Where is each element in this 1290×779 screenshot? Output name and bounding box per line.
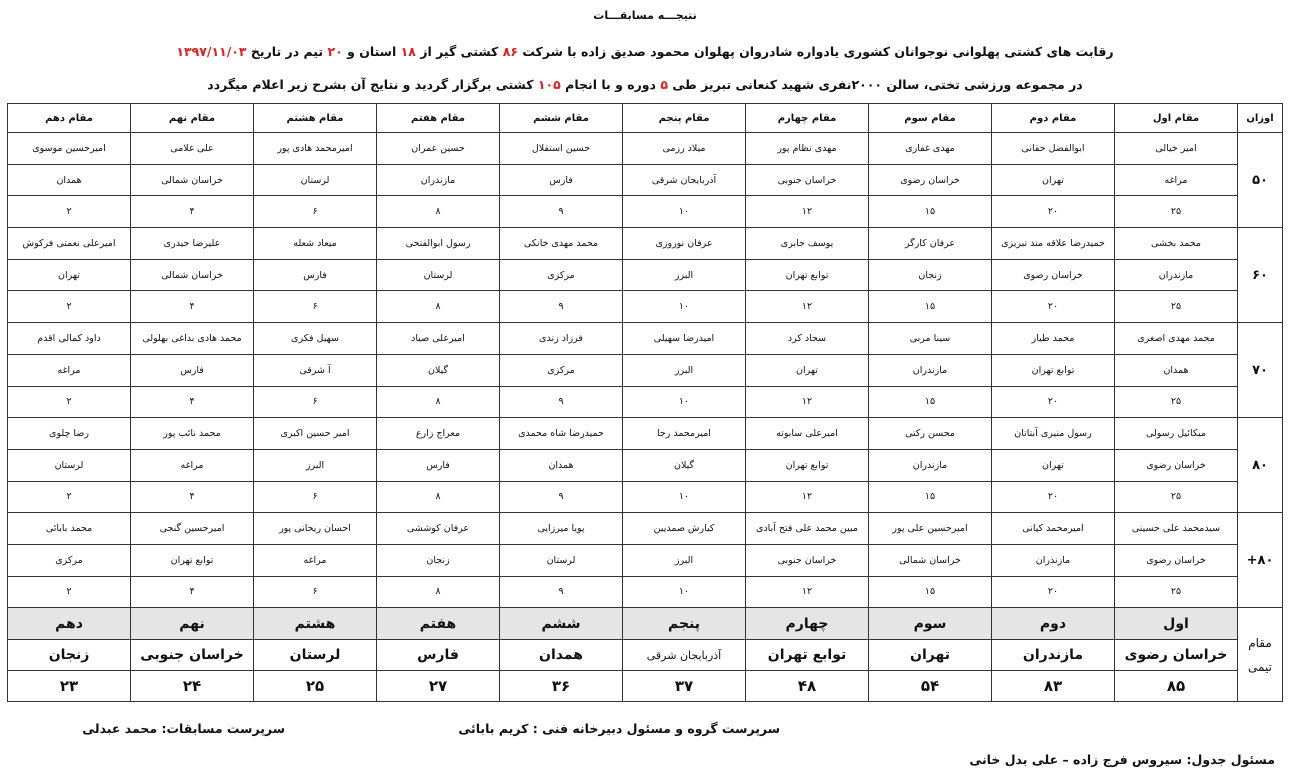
session-count: ۵ bbox=[660, 77, 668, 92]
wrestler-name: معراج زارع bbox=[377, 418, 500, 450]
province-name: مرکزی bbox=[500, 354, 623, 386]
intro-text: تیم در تاریخ bbox=[250, 44, 324, 59]
table-row bbox=[8, 259, 1283, 291]
rank-header: مقام چهارم bbox=[746, 104, 869, 133]
points-value: ۱۵ bbox=[869, 196, 992, 228]
wrestler-name: پویا میرزایی bbox=[500, 513, 623, 545]
team-count: ۲۰ bbox=[327, 44, 343, 59]
wrestler-name: سهیل فکری bbox=[254, 323, 377, 355]
province-name: مازندران bbox=[377, 164, 500, 196]
table-row bbox=[8, 576, 1283, 608]
rank-header: مقام سوم bbox=[869, 104, 992, 133]
points-value: ۲۰ bbox=[992, 291, 1115, 323]
points-value: ۲۵ bbox=[1115, 291, 1238, 323]
province-name: خراسان جنوبی bbox=[746, 544, 869, 576]
province-name: تهران bbox=[8, 259, 131, 291]
province-name: فارس bbox=[500, 164, 623, 196]
province-name: مازندران bbox=[992, 544, 1115, 576]
wrestler-name: فرزاد زندی bbox=[500, 323, 623, 355]
rank-header: مقام پنجم bbox=[623, 104, 746, 133]
intro-text: رقابت های کشتی پهلوانی نوجوانان کشوری یادواره شادروان پهلوان محمود صدیق زاده با شرکت bbox=[522, 44, 1114, 59]
province-name: مراغه bbox=[8, 354, 131, 386]
wrestler-name: امیرعلی سابوته bbox=[746, 418, 869, 450]
wrestler-name: امیرعلی صیاد bbox=[377, 323, 500, 355]
points-value: ۴ bbox=[131, 386, 254, 418]
province-name: فارس bbox=[254, 259, 377, 291]
points-value: ۹ bbox=[500, 291, 623, 323]
points-value: ۱۰ bbox=[623, 386, 746, 418]
team-points: ۸۳ bbox=[992, 671, 1115, 702]
wrestler-name: سینا مربی bbox=[869, 323, 992, 355]
points-value: ۲۵ bbox=[1115, 576, 1238, 608]
header-row bbox=[8, 104, 1283, 133]
province-name: تهران bbox=[746, 354, 869, 386]
wrestler-name: علیرضا حیدری bbox=[131, 228, 254, 260]
province-name: توابع تهران bbox=[746, 259, 869, 291]
points-value: ۴ bbox=[131, 481, 254, 513]
points-value: ۱۲ bbox=[746, 291, 869, 323]
team-row bbox=[8, 671, 1283, 702]
points-value: ۲۵ bbox=[1115, 386, 1238, 418]
team-province: خراسان جنوبی bbox=[131, 640, 254, 671]
team-points: ۴۸ bbox=[746, 671, 869, 702]
wrestler-name: احسان ریحانی پور bbox=[254, 513, 377, 545]
wrestler-name: ابوالفضل حقانی bbox=[992, 133, 1115, 165]
rank-header: مقام ششم bbox=[500, 104, 623, 133]
province-name: تهران bbox=[992, 164, 1115, 196]
points-value: ۱۲ bbox=[746, 481, 869, 513]
points-value: ۶ bbox=[254, 291, 377, 323]
province-name: لرستان bbox=[254, 164, 377, 196]
province-count: ۱۸ bbox=[400, 44, 416, 59]
wrestler-name: مهدی نظام پور bbox=[746, 133, 869, 165]
wrestler-name: یوسف جابری bbox=[746, 228, 869, 260]
wrestler-name: امیر حسین اکبری bbox=[254, 418, 377, 450]
table-row bbox=[8, 164, 1283, 196]
wrestler-name: مهدی غفاری bbox=[869, 133, 992, 165]
points-value: ۸ bbox=[377, 481, 500, 513]
team-province: آذربایجان شرقی bbox=[623, 640, 746, 671]
points-value: ۱۵ bbox=[869, 386, 992, 418]
table-row bbox=[8, 386, 1283, 418]
intro-text: دوره و با انجام bbox=[565, 77, 656, 92]
bracket-credit: مسئول جدول: سیروس فرج زاده – علی بدل خانی bbox=[969, 752, 1275, 767]
table-row bbox=[8, 291, 1283, 323]
rank-header: مقام هشتم bbox=[254, 104, 377, 133]
team-province: خراسان رضوی bbox=[1115, 640, 1238, 671]
wrestler-name: حسین استقلال bbox=[500, 133, 623, 165]
team-rank: دهم bbox=[8, 608, 131, 640]
team-row bbox=[8, 608, 1283, 640]
province-name: توابع تهران bbox=[131, 544, 254, 576]
rank-header: مقام هفتم bbox=[377, 104, 500, 133]
points-value: ۲ bbox=[8, 481, 131, 513]
province-name: خراسان رضوی bbox=[1115, 449, 1238, 481]
province-name: خراسان جنوبی bbox=[746, 164, 869, 196]
team-points: ۲۵ bbox=[254, 671, 377, 702]
wrestler-name: عرفان کارگر bbox=[869, 228, 992, 260]
competition-head-credit: سرپرست مسابقات: محمد عبدلی bbox=[82, 721, 285, 736]
wrestler-name: امیرحسین گنجی bbox=[131, 513, 254, 545]
wrestler-name: میکائیل رسولی bbox=[1115, 418, 1238, 450]
points-value: ۲۰ bbox=[992, 386, 1115, 418]
wrestler-name: سیدمحمد علی حسینی bbox=[1115, 513, 1238, 545]
rank-header: مقام اول bbox=[1115, 104, 1238, 133]
province-name: مراغه bbox=[254, 544, 377, 576]
province-name: البرز bbox=[623, 544, 746, 576]
rank-header: مقام دوم bbox=[992, 104, 1115, 133]
team-points: ۲۳ bbox=[8, 671, 131, 702]
wrestler-name: عرفان کوششی bbox=[377, 513, 500, 545]
event-date: ۱۳۹۷/۱۱/۰۳ bbox=[176, 44, 247, 59]
team-province: زنجان bbox=[8, 640, 131, 671]
wrestler-name: امیرعلی نعمتی فرکوش bbox=[8, 228, 131, 260]
table-row bbox=[8, 513, 1283, 545]
wrestler-name: میعاد شعله bbox=[254, 228, 377, 260]
province-name: زنجان bbox=[377, 544, 500, 576]
team-points: ۳۶ bbox=[500, 671, 623, 702]
bout-count: ۱۰۵ bbox=[537, 77, 561, 92]
wrestler-name: امیدرضا سهیلی bbox=[623, 323, 746, 355]
team-province: مازندران bbox=[992, 640, 1115, 671]
points-value: ۲ bbox=[8, 576, 131, 608]
province-name: خراسان شمالی bbox=[131, 164, 254, 196]
wrestler-name: محمد طیار bbox=[992, 323, 1115, 355]
province-name: مازندران bbox=[1115, 259, 1238, 291]
province-name: آذربایجان شرقی bbox=[623, 164, 746, 196]
rank-header: مقام دهم bbox=[8, 104, 131, 133]
province-name: توابع تهران bbox=[746, 449, 869, 481]
points-value: ۱۰ bbox=[623, 481, 746, 513]
points-value: ۸ bbox=[377, 196, 500, 228]
points-value: ۸ bbox=[377, 576, 500, 608]
weight-class: ۶۰ bbox=[1238, 228, 1283, 323]
province-name: همدان bbox=[1115, 354, 1238, 386]
province-name: البرز bbox=[254, 449, 377, 481]
wrestler-name: محمد مهدی خانکی bbox=[500, 228, 623, 260]
results-table bbox=[7, 103, 1283, 702]
province-name: البرز bbox=[623, 354, 746, 386]
team-points: ۳۷ bbox=[623, 671, 746, 702]
points-value: ۲ bbox=[8, 291, 131, 323]
team-rank: پنجم bbox=[623, 608, 746, 640]
wrestler-name: حمیدرضا علاقه مند تبریزی bbox=[992, 228, 1115, 260]
province-name: لرستان bbox=[500, 544, 623, 576]
province-name: خراسان رضوی bbox=[869, 164, 992, 196]
points-value: ۹ bbox=[500, 481, 623, 513]
team-rank: ششم bbox=[500, 608, 623, 640]
points-value: ۱۲ bbox=[746, 196, 869, 228]
province-name: خراسان رضوی bbox=[992, 259, 1115, 291]
team-points: ۲۷ bbox=[377, 671, 500, 702]
points-value: ۲۰ bbox=[992, 576, 1115, 608]
province-name: خراسان رضوی bbox=[1115, 544, 1238, 576]
wrestler-name: مبین محمد علی فتح آبادی bbox=[746, 513, 869, 545]
wrestler-name: محسن رکنی bbox=[869, 418, 992, 450]
province-name: فارس bbox=[131, 354, 254, 386]
table-row bbox=[8, 544, 1283, 576]
team-rank: هشتم bbox=[254, 608, 377, 640]
province-name: البرز bbox=[623, 259, 746, 291]
province-name: زنجان bbox=[869, 259, 992, 291]
points-value: ۶ bbox=[254, 576, 377, 608]
points-value: ۸ bbox=[377, 291, 500, 323]
points-value: ۴ bbox=[131, 576, 254, 608]
points-value: ۶ bbox=[254, 386, 377, 418]
wrestler-name: محمد هادی بداغی بهلولی bbox=[131, 323, 254, 355]
wrestler-name: حسین عمران bbox=[377, 133, 500, 165]
province-name: خراسان شمالی bbox=[869, 544, 992, 576]
province-name: همدان bbox=[8, 164, 131, 196]
team-province: تهران bbox=[869, 640, 992, 671]
weight-header: اوزان bbox=[1238, 104, 1283, 133]
wrestler-name: علی غلامی bbox=[131, 133, 254, 165]
wrestler-name: رضا چلوی bbox=[8, 418, 131, 450]
wrestler-name: سجاد کرد bbox=[746, 323, 869, 355]
table-row bbox=[8, 133, 1283, 165]
wrestler-name: محمد نائب پور bbox=[131, 418, 254, 450]
province-name: مرکزی bbox=[8, 544, 131, 576]
wrestler-name: امیر خیالی bbox=[1115, 133, 1238, 165]
points-value: ۸ bbox=[377, 386, 500, 418]
table-row bbox=[8, 418, 1283, 450]
group-head-credit: سرپرست گروه و مسئول دبیرخانه فنی : کریم بابائی bbox=[458, 721, 780, 736]
points-value: ۹ bbox=[500, 576, 623, 608]
intro-text: در مجموعه ورزشی تختی، سالن ۲۰۰۰نفری شهید کنعانی تبریز طی bbox=[672, 77, 1083, 92]
wrestler-name: رسول ابوالفتحی bbox=[377, 228, 500, 260]
province-name: مراغه bbox=[1115, 164, 1238, 196]
wrestler-name: میلاد رزمی bbox=[623, 133, 746, 165]
points-value: ۱۵ bbox=[869, 481, 992, 513]
weight-class: ۷۰ bbox=[1238, 323, 1283, 418]
points-value: ۲۵ bbox=[1115, 481, 1238, 513]
weight-class: ۸۰+ bbox=[1238, 513, 1283, 608]
weight-class: ۵۰ bbox=[1238, 133, 1283, 228]
points-value: ۶ bbox=[254, 481, 377, 513]
team-rank: هفتم bbox=[377, 608, 500, 640]
team-rank: اول bbox=[1115, 608, 1238, 640]
team-rank: سوم bbox=[869, 608, 992, 640]
province-name: لرستان bbox=[377, 259, 500, 291]
rank-header: مقام نهم bbox=[131, 104, 254, 133]
province-name: مازندران bbox=[869, 449, 992, 481]
table-row bbox=[8, 481, 1283, 513]
weight-class: ۸۰ bbox=[1238, 418, 1283, 513]
team-points: ۸۵ bbox=[1115, 671, 1238, 702]
team-rank: دوم bbox=[992, 608, 1115, 640]
points-value: ۱۲ bbox=[746, 386, 869, 418]
province-name: توابع تهران bbox=[992, 354, 1115, 386]
province-name: لرستان bbox=[8, 449, 131, 481]
wrestler-name: امیرمحمد رجا bbox=[623, 418, 746, 450]
wrestler-name: محمد بابائی bbox=[8, 513, 131, 545]
points-value: ۱۲ bbox=[746, 576, 869, 608]
points-value: ۲۰ bbox=[992, 481, 1115, 513]
province-name: مراغه bbox=[131, 449, 254, 481]
intro-text: استان و bbox=[347, 44, 397, 59]
points-value: ۱۰ bbox=[623, 576, 746, 608]
province-name: آ شرقی bbox=[254, 354, 377, 386]
wrestler-name: امیرحسین علی پور bbox=[869, 513, 992, 545]
points-value: ۲۰ bbox=[992, 196, 1115, 228]
intro-line-2 bbox=[0, 77, 1290, 92]
team-province: توابع تهران bbox=[746, 640, 869, 671]
team-province: فارس bbox=[377, 640, 500, 671]
intro-text: کشتی برگزار گردید و نتایج آن بشرح زیر اعلام میگردد bbox=[207, 77, 534, 92]
points-value: ۶ bbox=[254, 196, 377, 228]
wrestler-count: ۸۶ bbox=[502, 44, 518, 59]
wrestler-name: کیارش صمدیین bbox=[623, 513, 746, 545]
province-name: مازندران bbox=[869, 354, 992, 386]
team-points: ۲۴ bbox=[131, 671, 254, 702]
wrestler-name: عرفان نوروزی bbox=[623, 228, 746, 260]
table-row bbox=[8, 354, 1283, 386]
province-name: فارس bbox=[377, 449, 500, 481]
table-row bbox=[8, 449, 1283, 481]
table-row bbox=[8, 228, 1283, 260]
province-name: گیلان bbox=[623, 449, 746, 481]
team-ranking-label: مقام تیمی bbox=[1238, 608, 1283, 702]
team-row bbox=[8, 640, 1283, 671]
wrestler-name: محمد بخشی bbox=[1115, 228, 1238, 260]
province-name: خراسان شمالی bbox=[131, 259, 254, 291]
points-value: ۹ bbox=[500, 196, 623, 228]
points-value: ۱۰ bbox=[623, 196, 746, 228]
wrestler-name: داود کمالی اقدم bbox=[8, 323, 131, 355]
wrestler-name: امیرمحمد هادی پور bbox=[254, 133, 377, 165]
wrestler-name: محمد مهدی اصغری bbox=[1115, 323, 1238, 355]
points-value: ۹ bbox=[500, 386, 623, 418]
points-value: ۱۵ bbox=[869, 576, 992, 608]
province-name: همدان bbox=[500, 449, 623, 481]
team-province: همدان bbox=[500, 640, 623, 671]
points-value: ۱۰ bbox=[623, 291, 746, 323]
team-points: ۵۴ bbox=[869, 671, 992, 702]
table-row bbox=[8, 196, 1283, 228]
team-province: لرستان bbox=[254, 640, 377, 671]
team-rank: نهم bbox=[131, 608, 254, 640]
team-rank: چهارم bbox=[746, 608, 869, 640]
wrestler-name: امیرحسین موسوی bbox=[8, 133, 131, 165]
points-value: ۲ bbox=[8, 386, 131, 418]
points-value: ۴ bbox=[131, 291, 254, 323]
wrestler-name: امیرمحمد کیانی bbox=[992, 513, 1115, 545]
province-name: گیلان bbox=[377, 354, 500, 386]
page-title: نتیجـــه مسابقـــات bbox=[593, 9, 697, 22]
table-row bbox=[8, 323, 1283, 355]
province-name: تهران bbox=[992, 449, 1115, 481]
points-value: ۴ bbox=[131, 196, 254, 228]
intro-text: کشتی گیر از bbox=[420, 44, 499, 59]
points-value: ۲۵ bbox=[1115, 196, 1238, 228]
points-value: ۱۵ bbox=[869, 291, 992, 323]
points-value: ۲ bbox=[8, 196, 131, 228]
wrestler-name: رسول منیری آبتاتان bbox=[992, 418, 1115, 450]
province-name: مرکزی bbox=[500, 259, 623, 291]
wrestler-name: حمیدرضا شاه محمدی bbox=[500, 418, 623, 450]
intro-line-1 bbox=[0, 44, 1290, 59]
